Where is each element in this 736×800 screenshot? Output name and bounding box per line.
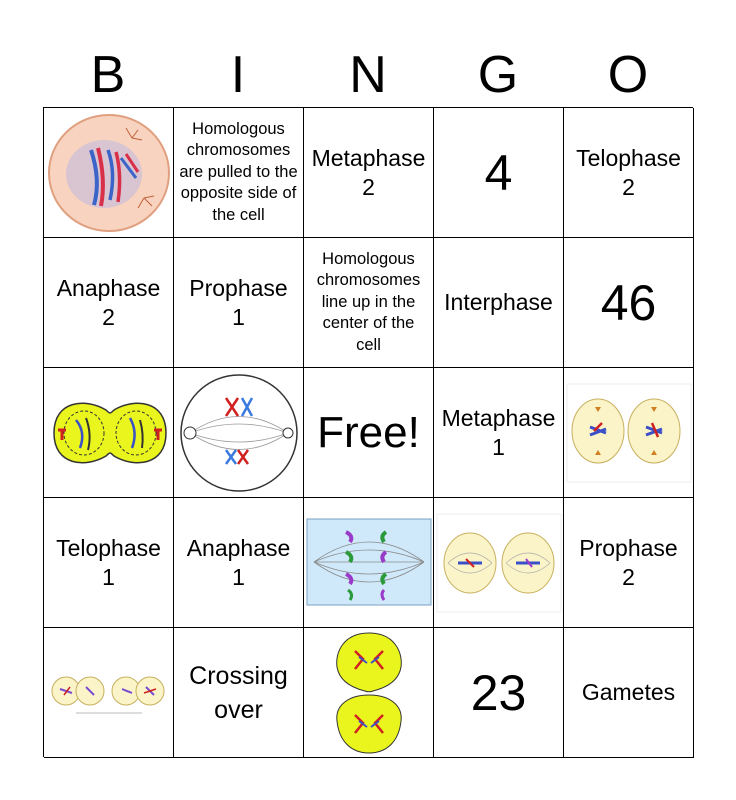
anaphase-spindle-illustration: [306, 518, 432, 608]
cell-r3c3-free[interactable]: [304, 368, 434, 498]
cell-r5c3[interactable]: [304, 628, 434, 758]
cell-r2c2[interactable]: [174, 238, 304, 368]
bingo-card: [43, 107, 693, 757]
cell-text: Homologous chromosomes are pulled to the opposite side of the cell: [179, 119, 298, 224]
cell-r3c2[interactable]: [174, 368, 304, 498]
cell-r4c4[interactable]: [434, 498, 564, 628]
cell-r3c4[interactable]: [434, 368, 564, 498]
header-letter-n: N: [349, 46, 387, 104]
free-space-label: Free!: [317, 407, 420, 457]
cell-r5c2[interactable]: [174, 628, 304, 758]
two-cells-metaphase2-illustration: [436, 513, 562, 613]
cell-text: Telophase 1: [56, 534, 161, 590]
cell-text: Metaphase 2: [311, 144, 426, 200]
cell-text: Interphase: [444, 289, 553, 315]
cell-text: Prophase 1: [189, 274, 288, 330]
bingo-header: [43, 44, 693, 106]
header-letter-b: B: [90, 46, 126, 104]
header-letter-i: I: [230, 46, 246, 104]
cell-r2c5[interactable]: [564, 238, 694, 368]
cell-r5c4[interactable]: [434, 628, 564, 758]
cell-r4c1[interactable]: [44, 498, 174, 628]
cell-text: Gametes: [581, 679, 676, 705]
cell-text: Prophase 2: [579, 534, 678, 590]
cell-r4c3[interactable]: [304, 498, 434, 628]
cell-text: Crossing over: [189, 661, 288, 724]
two-cells-prophase2-illustration: [566, 383, 692, 483]
cell-r2c1[interactable]: [44, 238, 174, 368]
telophase-yellow-cells-illustration: [46, 370, 172, 496]
cell-r1c5[interactable]: [564, 108, 694, 238]
spindle-cell-diagram: [176, 370, 302, 496]
cell-r5c5[interactable]: [564, 628, 694, 758]
cell-r2c3[interactable]: [304, 238, 434, 368]
cell-text: 23: [470, 664, 527, 721]
cell-r2c4[interactable]: [434, 238, 564, 368]
cell-r4c2[interactable]: [174, 498, 304, 628]
header-letter-o: O: [607, 46, 649, 104]
cell-text: Anaphase 2: [56, 274, 161, 330]
cytokinesis-yellow-cells-illustration: [329, 629, 409, 757]
cell-r1c3[interactable]: [304, 108, 434, 238]
prophase-cell-illustration: [46, 110, 172, 236]
cell-r3c1[interactable]: [44, 368, 174, 498]
cell-text: Telophase 2: [576, 144, 681, 200]
cell-text: Metaphase 1: [441, 404, 556, 460]
cell-r4c5[interactable]: [564, 498, 694, 628]
cell-text: Homologous chromosomes line up in the center of the cell: [316, 249, 421, 354]
four-cells-small-illustration: [46, 663, 172, 723]
cell-r1c4[interactable]: [434, 108, 564, 238]
cell-r3c5[interactable]: [564, 368, 694, 498]
cell-r5c1[interactable]: [44, 628, 174, 758]
cell-text: Anaphase 1: [186, 534, 291, 590]
cell-r1c2[interactable]: [174, 108, 304, 238]
cell-r1c1[interactable]: [44, 108, 174, 238]
cell-text: 46: [600, 274, 657, 331]
cell-text: 4: [484, 144, 513, 201]
header-letter-g: G: [477, 46, 519, 104]
